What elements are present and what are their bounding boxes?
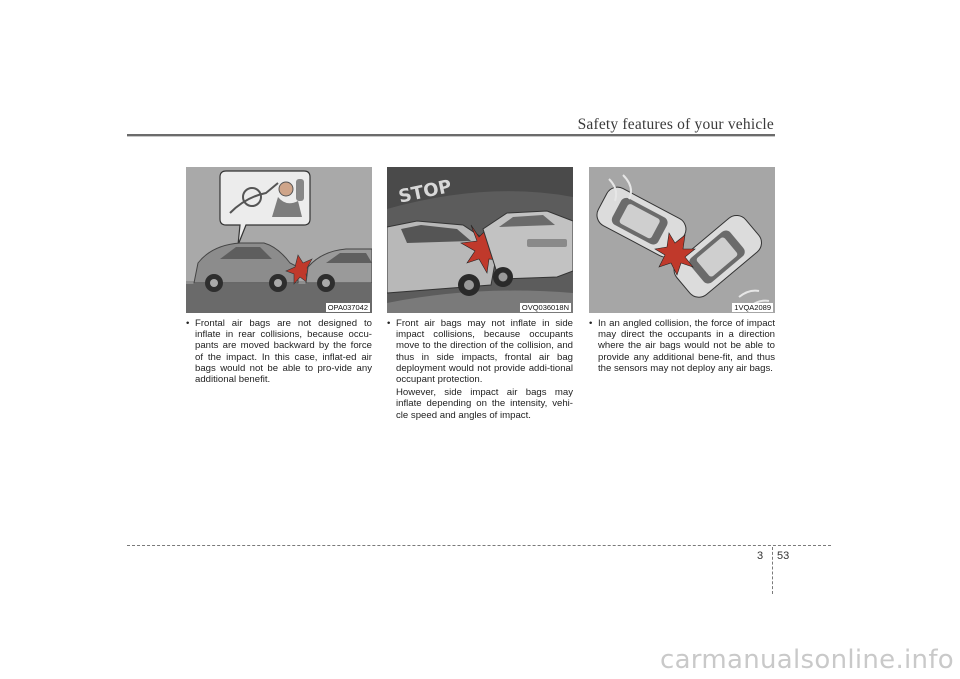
- paragraph-text: Front air bags may not inflate in side impact collisions, because occupants move to the direction of the collision, and thus in side impacts, frontal air bag deployment would not provide addi-tional occupant protection.: [396, 318, 573, 386]
- header-rule-shadow: [127, 136, 775, 137]
- page-number: 53: [777, 550, 790, 562]
- figure-angled-collision: [589, 167, 775, 313]
- watermark: carmanualsonline.info: [659, 645, 954, 675]
- bullet-paragraph: [387, 318, 573, 385]
- column-text-side-impact: [387, 318, 573, 421]
- bullet-mark: •: [589, 318, 593, 329]
- figure-code-label: OVQ036018N: [521, 303, 569, 312]
- rear-collision-illustration: [186, 167, 372, 313]
- paragraph-text: Frontal air bags are not designed to inflate in rear collisions, because occu-pants are moved backward by the force of the impact. In this case, inflat-ed air bags would not be able to pro-vide any additional benefit.: [195, 318, 372, 386]
- column-text-rear-collision: [186, 318, 372, 385]
- page-chapter: 3: [757, 550, 764, 562]
- page-divider: [772, 547, 774, 594]
- bullet-paragraph: [186, 318, 372, 385]
- figure-side-impact: [387, 167, 573, 313]
- figure-code-label: OPA037042: [327, 303, 368, 312]
- header-title: Safety features of your vehicle: [577, 116, 774, 133]
- figure-rear-collision: [186, 167, 372, 313]
- footer-rule: [127, 545, 831, 546]
- continuation-paragraph: However, side impact air bags may inflate depending on the intensity, vehi-cle speed and angles of impact.: [396, 387, 573, 421]
- paragraph-text: In an angled collision, the force of impact may direct the occupants in a direction where the air bags would not be able to provide any additional bene-fit, and thus the sensors may not deploy any air bags.: [598, 318, 775, 374]
- bullet-mark: •: [387, 318, 391, 329]
- side-impact-illustration: [387, 167, 573, 313]
- bullet-paragraph: [589, 318, 775, 374]
- column-text-angled-collision: [589, 318, 775, 374]
- svg-text:STOP: STOP: [396, 175, 454, 208]
- angled-collision-illustration: [589, 167, 775, 313]
- bullet-mark: •: [186, 318, 190, 329]
- figure-code-label: 1VQA2089: [734, 303, 771, 312]
